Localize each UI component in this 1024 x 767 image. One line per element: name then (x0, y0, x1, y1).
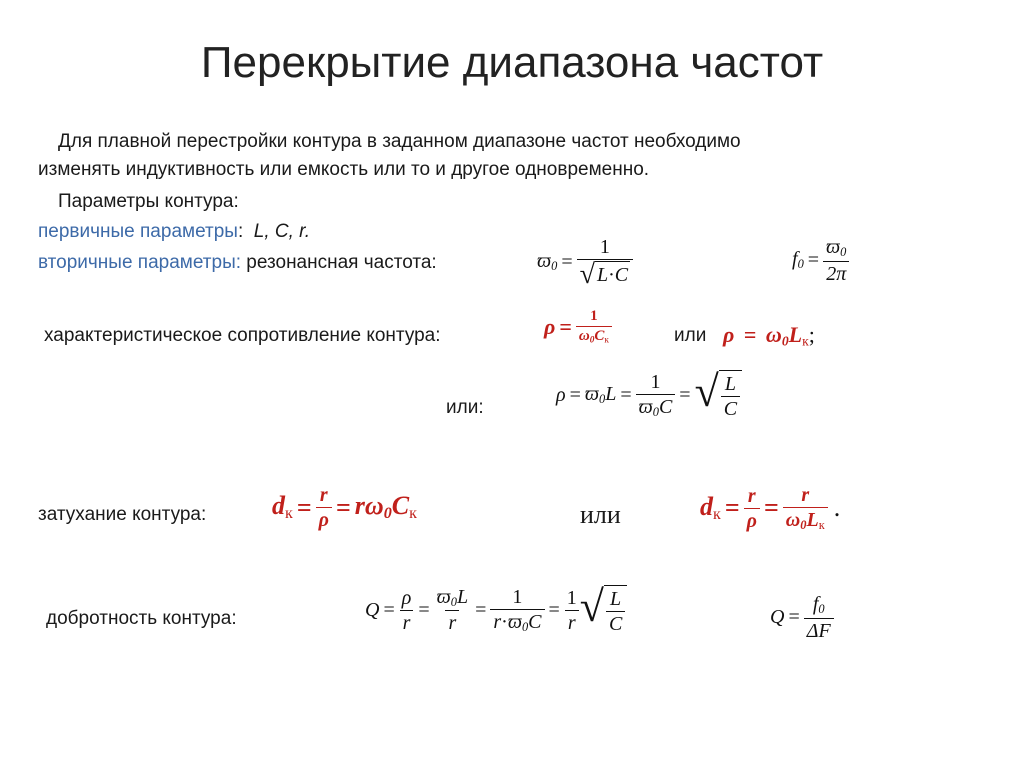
primary-params-label: первичные параметры (38, 221, 238, 242)
formula-damping-1: $d_к$ = $\frac{r}{\rho}$ = $r\omega_0C_к$ (272, 484, 417, 531)
omega-symbol: $ϖ_0$ (537, 250, 558, 274)
or-word-1: или (674, 325, 707, 346)
or-word-2: или (580, 500, 621, 529)
formula-impedance-2: $\rho = \omega_0L_к$; (723, 322, 815, 349)
secondary-params-line (38, 253, 437, 272)
intro-line-1: Для плавной перестройки контура в заданном диапазоне частот необходимо (58, 131, 741, 152)
formula-damping-2: $d_к$ = $\frac{r}{\rho}$ = $\frac{r}{\omega_0L_к}$ . (700, 484, 841, 533)
sqrt-icon: √ (579, 582, 604, 631)
resonant-frequency-label: резонансная частота: (246, 252, 437, 273)
intro-line-2: изменять индуктивность или емкость или то и другое одновременно. (38, 159, 650, 180)
page-title: Перекрытие диапазона частот (200, 38, 824, 87)
formula-quality-bandwidth: Q = $\frac{f_0}{\Delta F}$ (770, 593, 834, 642)
or-word-colon: или: (446, 397, 484, 418)
secondary-params-label: вторичные параметры: (38, 252, 241, 273)
primary-params-colon: : (237, 221, 244, 242)
primary-params-values: L, C, r. (253, 221, 311, 242)
sqrt-icon: √ (579, 259, 595, 290)
sqrt-icon: √ (694, 367, 719, 416)
damping-label: затухание контура: (38, 504, 207, 525)
formula-resonant-omega: $ϖ_0$ = 1 √ L·C (537, 236, 633, 289)
params-heading: Параметры контура: (58, 191, 239, 212)
primary-params-line (38, 222, 310, 241)
impedance-label: характеристическое сопротивление контура: (44, 325, 441, 346)
formula-impedance-3: ρ = $ϖ_0L$ = $\frac{1}{ϖ_0C}$ = √ $\frac{L}{C}$ (556, 370, 742, 420)
formula-quality: Q = $\frac{\rho}{r}$ = $\frac{ϖ_0L}{r}$ = $\frac{1}{r\cdot ϖ_0C}$ = $\frac{1}{r}$ √ $\frac{L}{C}$ (365, 585, 627, 635)
formula-impedance-1: ρ = $\frac{1}{\omega_0C_к}$ (544, 308, 612, 345)
formula-resonant-f: $f_0$ = $\frac{ϖ_0}{2\pi}$ (792, 236, 849, 285)
quality-label: добротность контура: (46, 608, 237, 629)
